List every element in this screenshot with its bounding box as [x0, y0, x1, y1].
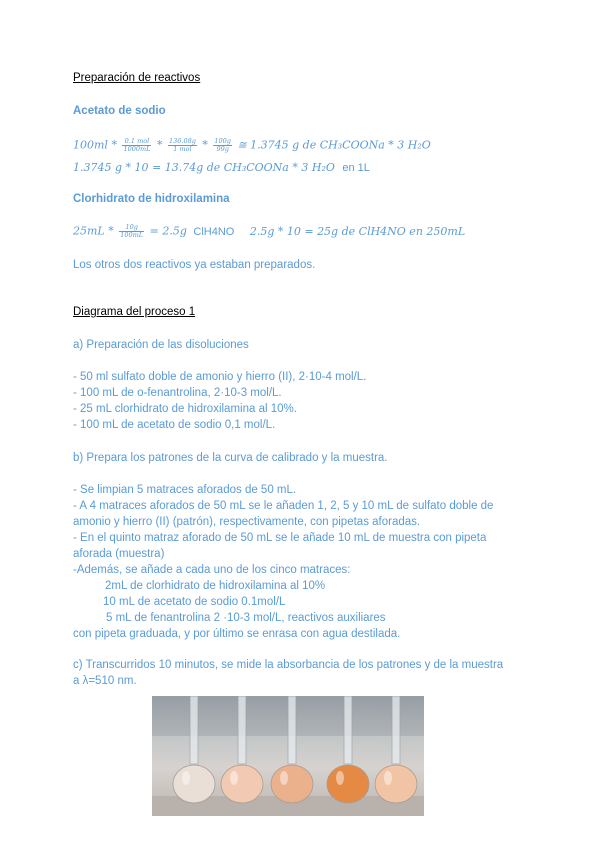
- eq-term: 100ml *: [73, 138, 121, 152]
- text-line: 2mL de clorhidrato de hidroxilamina al 10%: [105, 580, 326, 592]
- list-item: - 50 ml sulfato doble de amonio y hierro (II), 2·10-4 mol/L.: [73, 371, 367, 383]
- text-line: 10 mL de acetato de sodio 0.1mol/L: [103, 596, 286, 608]
- eq-result: ≅ 1.3745 g de CH₃COONa * 3 H₂O: [233, 138, 431, 152]
- fraction-numerator: 136.08g: [168, 137, 196, 145]
- volumetric-flasks-photo: [152, 696, 424, 816]
- text-line: - Se limpian 5 matraces aforados de 50 mL.: [73, 484, 297, 496]
- fraction-numerator: 10g: [119, 224, 144, 232]
- list-item: - 100 mL de acetato de sodio 0,1 mol/L.: [73, 419, 276, 431]
- eq-operator: *: [198, 138, 212, 152]
- eq-scaled: 2.5g * 10 = 25g de ClH4NO en 250mL: [249, 224, 466, 238]
- list-item: - 100 mL de o-fenantrolina, 2·10-3 mol/L.: [73, 387, 282, 399]
- eq-suffix: en 1L: [342, 162, 370, 174]
- text-line: - En el quinto matraz aforado de 50 mL se le añade 10 mL de muestra con pipeta: [73, 532, 487, 544]
- fraction-numerator: 100g: [214, 137, 231, 145]
- section-heading-reactivos: Preparación de reactivos: [73, 72, 201, 84]
- text-line: a λ=510 nm.: [73, 675, 137, 687]
- eq-text: 1.3745 g * 10 = 13.74g de CH₃COONa * 3 H₂O: [73, 161, 335, 174]
- text-line: aforada (muestra): [73, 548, 165, 560]
- step-b-title: b) Prepara los patrones de la curva de calibrado y la muestra.: [73, 452, 388, 464]
- subheading-clorhidrato: Clorhidrato de hidroxilamina: [73, 193, 230, 205]
- step-a-title: a) Preparación de las disoluciones: [73, 339, 249, 351]
- flasks-illustration: [152, 696, 424, 816]
- list-item: - 25 mL clorhidrato de hidroxilamina al 10%.: [73, 403, 297, 415]
- fraction-denominator: 100mL: [120, 231, 144, 239]
- note-otros-reactivos: Los otros dos reactivos ya estaban preparados.: [73, 259, 316, 271]
- subheading-acetato: Acetato de sodio: [73, 105, 166, 117]
- text-line: - A 4 matraces aforados de 50 mL se le añaden 1, 2, 5 y 10 mL de sulfato doble de: [73, 500, 494, 512]
- fraction-purity: [213, 138, 232, 153]
- eq-term: 25mL *: [73, 224, 118, 238]
- fraction-numerator: 0.1 mol: [122, 138, 151, 146]
- text-line: con pipeta graduada, y por último se enrasa con agua destilada.: [73, 628, 401, 640]
- step-b-body: [73, 482, 493, 642]
- section-heading-diagrama: Diagrama del proceso 1: [73, 306, 196, 318]
- eq-result: = 2.5g: [146, 224, 187, 238]
- equation-clorhidrato: [73, 224, 465, 239]
- text-line: -Además, se añade a cada uno de los cinco matraces:: [73, 564, 351, 576]
- step-c: [73, 657, 503, 689]
- eq-formula: ClH4NO: [193, 225, 235, 238]
- fraction-denominator: 99g: [216, 145, 229, 153]
- text-line: 5 mL de fenantrolina 2 ·10-3 mol/L, reactivos auxiliares: [106, 612, 386, 624]
- equation-acetato-2: [73, 161, 370, 174]
- fraction-denominator: 1 mol: [173, 145, 192, 153]
- fraction-molar-mass: [168, 138, 197, 153]
- fraction-concentration: [119, 224, 144, 239]
- fraction-mol: [122, 138, 151, 153]
- step-a-list: [73, 369, 366, 433]
- text-line: c) Transcurridos 10 minutos, se mide la absorbancia de los patrones y de la muestra: [73, 659, 504, 671]
- equation-acetato-1: [73, 138, 431, 153]
- fraction-denominator: 1000mL: [123, 145, 151, 153]
- text-line: amonio y hierro (II) (patrón), respectivamente, con pipetas aforadas.: [73, 516, 421, 528]
- eq-operator: *: [153, 138, 166, 152]
